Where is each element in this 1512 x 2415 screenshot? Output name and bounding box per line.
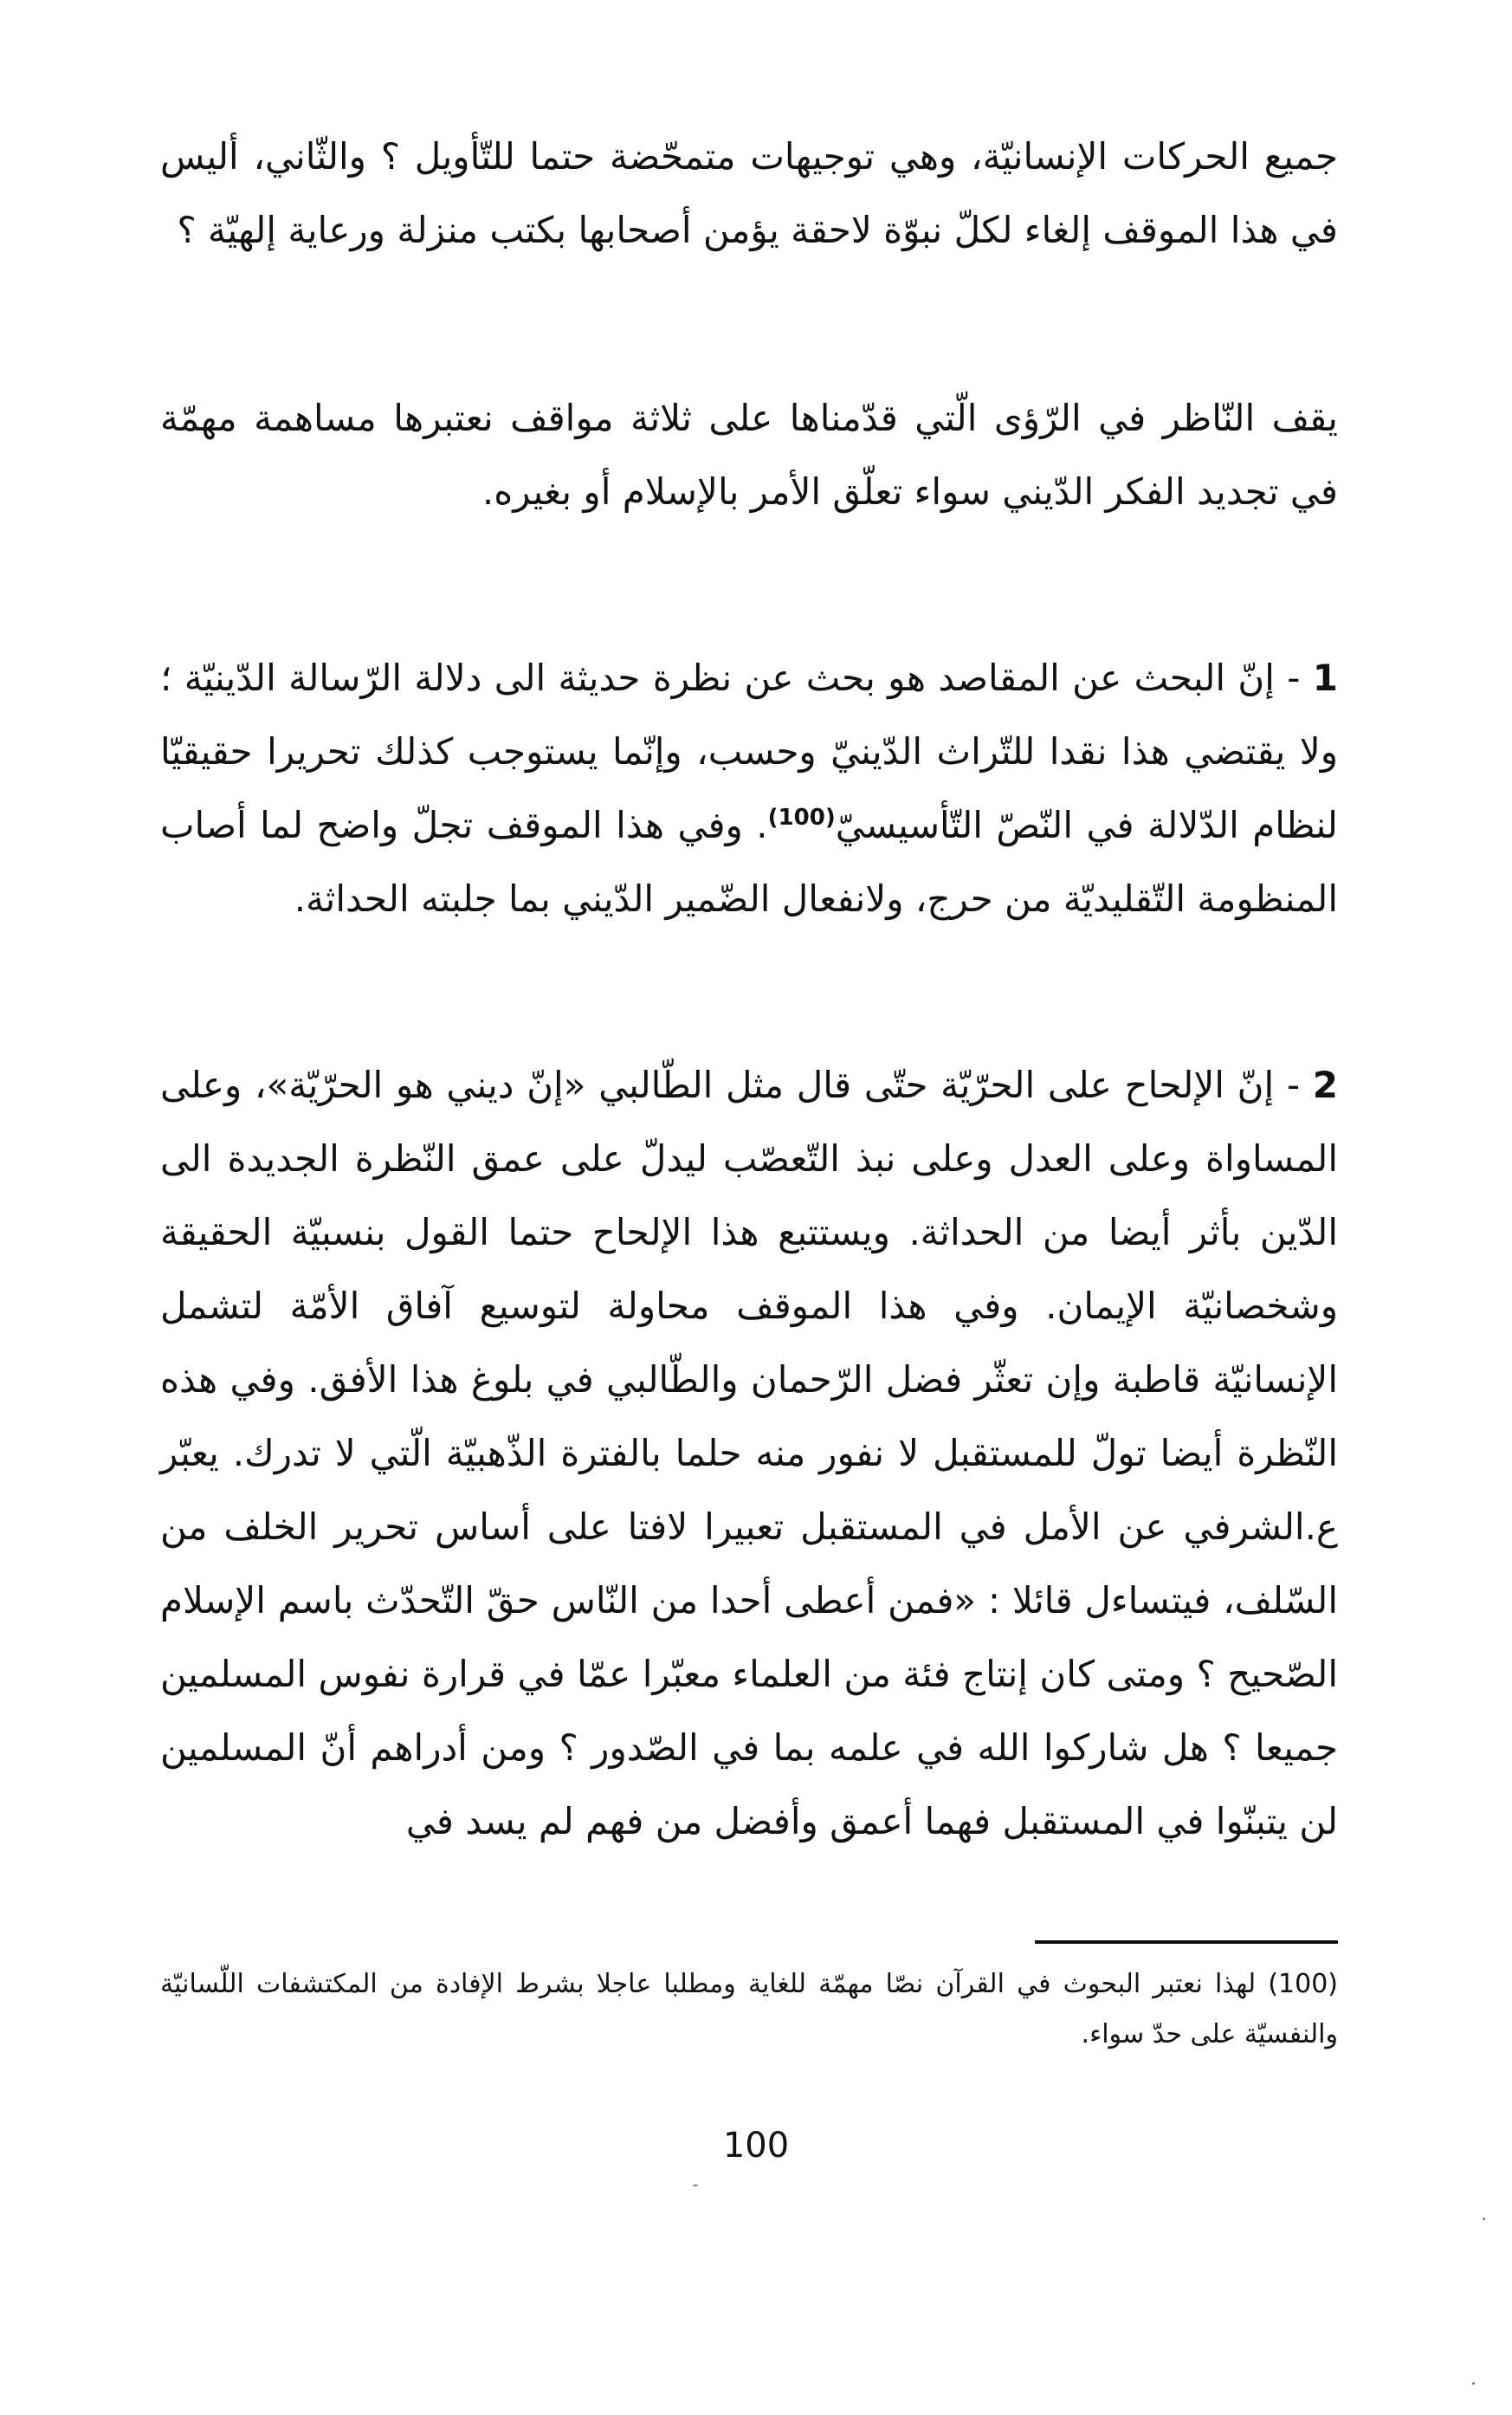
scan-speck <box>1483 2218 1485 2220</box>
paragraph-intro: جميع الحركات الإنسانيّة، وهي توجيهات متمحّضة حتما للتّأويل ؟ والثّاني، أليس في هذا الموقف إلغاء لكلّ نبوّة لاحقة يؤمن أصحابها بكتب منزلة ورعاية إلهيّة ؟ <box>160 135 1338 251</box>
point-2-number: 2 <box>1312 1064 1339 1106</box>
footnote <box>160 1959 1338 2060</box>
point-1-number: 1 <box>1312 657 1338 699</box>
scan-speck <box>693 2185 698 2186</box>
paragraph-point-1 <box>160 641 1338 936</box>
point-1-text: - إنّ البحث عن المقاصد هو بحث عن نظرة حديثة الى دلالة الرّسالة الدّينيّة ؛ ولا يقتضي هذا نقدا للتّراث الدّينيّ وحسب، وإنّما يستوجب كذلك تحريرا حقيقيّا لنظام الدّلالة في النّصّ التّأسيسيّ <box>160 657 1338 846</box>
footnote-reference: (100) <box>767 805 836 831</box>
paragraph-point-2 <box>160 1048 1338 1858</box>
footnote-divider <box>1035 1940 1338 1944</box>
paragraph-section-intro: يقف النّاظر في الرّؤى الّتي قدّمناها على ثلاثة مواقف نعتبرها مساهمة مهمّة في تجديد الفكر الدّيني سواء تعلّق الأمر بالإسلام أو بغيره. <box>160 397 1338 513</box>
footnote-marker: (100) <box>1268 1969 1338 1999</box>
footnote-text: لهذا نعتبر البحوث في القرآن نصّا مهمّة للغاية ومطلبا عاجلا بشرط الإفادة من المكتشفات اللّسانيّة والنفسيّة على حدّ سواء. <box>160 1969 1338 2049</box>
scan-speck <box>1472 2382 1475 2385</box>
point-1-text-continued: . وفي هذا الموقف تجلّ واضح لما أصاب المنظومة التّقليديّة من حرج، ولانفعال الضّمير الدّيني بما جلبته الحداثة. <box>160 804 1338 920</box>
page-number: 100 <box>722 2126 790 2166</box>
point-2-text: - إنّ الإلحاح على الحرّيّة حتّى قال مثل الطّالبي «إنّ ديني هو الحرّيّة»، وعلى المساواة وعلى العدل وعلى نبذ التّعصّب ليدلّ على عمق النّظرة الجديدة الى الدّين بأثر أيضا من الحداثة. ويستتبع هذا الإلحاح حتما القول بنسبيّة الحقيقة وشخصانيّة الإيمان. وفي هذا الموقف محاولة لتوسيع آفاق الأمّة لتشمل الإنسانيّة قاطبة وإن تعثّر فضل الرّحمان والطّالبي في بلوغ هذا الأفق. وفي هذه النّظرة أيضا تولّ للمستقبل لا نفور منه حلما بالفترة الذّهبيّة الّتي لا تدرك. يعبّر ع.الشرفي عن الأمل في المستقبل تعبيرا لافتا على أساس تحرير الخلف من السّلف، فيتساءل قائلا : «فمن أعطى أحدا من النّاس حقّ التّحدّث باسم الإسلام الصّحيح ؟ ومتى كان إنتاج فئة من العلماء معبّرا عمّا في قرارة نفوس المسلمين جميعا ؟ هل شاركوا الله في علمه بما في الصّدور ؟ ومن أدراهم أنّ المسلمين لن يتبنّوا في المستقبل فهما أعمق وأفضل من فهم لم يسد في <box>160 1064 1338 1842</box>
